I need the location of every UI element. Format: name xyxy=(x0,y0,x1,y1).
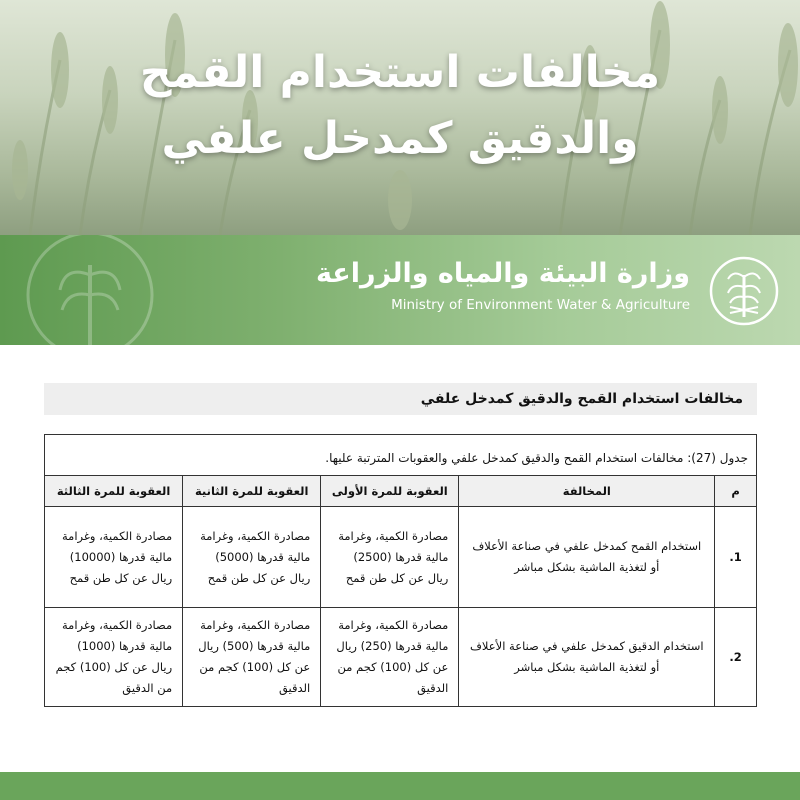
header-num: م xyxy=(715,476,757,507)
table-header-row xyxy=(45,476,757,507)
penalties-table xyxy=(44,434,757,707)
row-penalty-third: مصادرة الكمية، وغرامة مالية قدرها (10000) ريال عن كل طن قمح xyxy=(45,507,183,608)
ministry-band xyxy=(0,235,800,345)
footer-bar xyxy=(0,772,800,800)
header-first: العقوبة للمرة الأولى xyxy=(321,476,459,507)
row-penalty-third: مصادرة الكمية، وغرامة مالية قدرها (1000) ريال عن كل (100) كجم من الدقيق xyxy=(45,608,183,707)
header-violation: المخالفة xyxy=(459,476,715,507)
section-title: مخالفات استخدام القمح والدقيق كمدخل علفي xyxy=(44,383,757,415)
watermark-emblem-icon xyxy=(10,235,170,345)
hero-title-line1: مخالفات استخدام القمح xyxy=(139,47,661,98)
row-num: 2. xyxy=(715,608,757,707)
ministry-name xyxy=(316,257,690,313)
row-penalty-second: مصادرة الكمية، وغرامة مالية قدرها (500) ريال عن كل (100) كجم من الدقيق xyxy=(183,608,321,707)
row-penalty-first: مصادرة الكمية، وغرامة مالية قدرها (250) ريال عن كل (100) كجم من الدقيق xyxy=(321,608,459,707)
hero-title-line2: والدقيق كمدخل علفي xyxy=(161,113,639,164)
row-penalty-first: مصادرة الكمية، وغرامة مالية قدرها (2500) ريال عن كل طن قمح xyxy=(321,507,459,608)
hero-banner xyxy=(0,0,800,235)
hero-title xyxy=(0,40,800,172)
header-third: العقوبة للمرة الثالثة xyxy=(45,476,183,507)
header-second: العقوبة للمرة الثانية xyxy=(183,476,321,507)
table-caption: جدول (27): مخالفات استخدام القمح والدقيق كمدخل علفي والعقوبات المترتبة عليها. xyxy=(45,435,757,476)
ministry-name-en: Ministry of Environment Water & Agriculture xyxy=(391,297,690,313)
row-penalty-second: مصادرة الكمية، وغرامة مالية قدرها (5000) ريال عن كل طن قمح xyxy=(183,507,321,608)
row-num: 1. xyxy=(715,507,757,608)
row-violation: استخدام القمح كمدخل علفي في صناعة الأعلاف أو لتغذية الماشية بشكل مباشر xyxy=(459,507,715,608)
ministry-emblem-icon xyxy=(708,255,780,327)
table-row xyxy=(45,507,757,608)
table-row xyxy=(45,608,757,707)
ministry-name-ar: وزارة البيئة والمياه والزراعة xyxy=(315,258,690,289)
row-violation: استخدام الدقيق كمدخل علفي في صناعة الأعلاف أو لتغذية الماشية بشكل مباشر xyxy=(459,608,715,707)
